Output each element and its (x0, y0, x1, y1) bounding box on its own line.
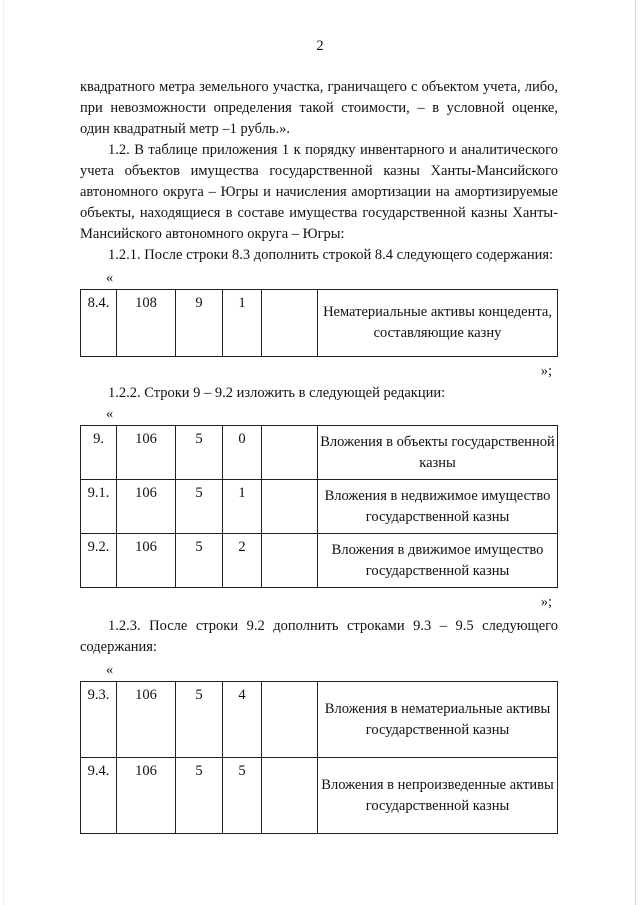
paragraph-1-2-1: 1.2.1. После строки 8.3 дополнить строкой 8.4 следующего содержания: (108, 247, 554, 263)
account-code: 106 (117, 758, 176, 834)
group-code: 9 (176, 290, 223, 357)
group-code: 5 (176, 426, 223, 480)
table-row (81, 480, 558, 534)
group-code: 5 (176, 758, 223, 834)
table-row (81, 426, 558, 480)
paragraph-continuation: квадратного метра земельного участка, граничащего с объектом учета, либо, при невозможности определения такой стоимости, – в условной оценке, один квадратный метр –1 рубль.». (80, 79, 558, 137)
row-number: 9.4. (81, 758, 117, 834)
account-code: 106 (117, 426, 176, 480)
group-code: 5 (176, 682, 223, 758)
row-number: 9.3. (81, 682, 117, 758)
account-code: 108 (117, 290, 176, 357)
item-name: Вложения в недвижимое имущество государственной казны (318, 480, 558, 534)
subgroup-code: 0 (223, 426, 262, 480)
page-number: 2 (316, 38, 324, 54)
item-name: Нематериальные активы концедента, составляющие казну (318, 290, 558, 357)
scan-edge-right (635, 0, 636, 905)
opening-quote: « (106, 662, 114, 678)
table-row (81, 534, 558, 588)
document-body (80, 77, 558, 834)
account-code: 106 (117, 682, 176, 758)
row-number: 9.1. (81, 480, 117, 534)
table-rows-9-3-9-5 (80, 681, 558, 834)
row-number: 8.4. (81, 290, 117, 357)
subgroup-code: 1 (223, 290, 262, 357)
group-code: 5 (176, 534, 223, 588)
closing-quote: »; (540, 363, 552, 379)
scan-edge-left (3, 0, 4, 905)
empty-cell (262, 290, 318, 357)
row-number: 9.2. (81, 534, 117, 588)
opening-quote: « (106, 270, 114, 286)
item-name: Вложения в нематериальные активы государственной казны (318, 682, 558, 758)
empty-cell (262, 682, 318, 758)
account-code: 106 (117, 480, 176, 534)
item-name: Вложения в объекты государственной казны (318, 426, 558, 480)
subgroup-code: 1 (223, 480, 262, 534)
item-name: Вложения в движимое имущество государственной казны (318, 534, 558, 588)
paragraph-1-2: 1.2. В таблице приложения 1 к порядку инвентарного и аналитического учета объектов имущества государственной казны Ханты-Мансийского автономного округа – Югры и начисления амортизации на амортизируемые объекты, находящиеся в составе имущества государственной казны Ханты-Мансийского автономного округа – Югры: (80, 142, 558, 242)
row-number: 9. (81, 426, 117, 480)
paragraph-1-2-2: 1.2.2. Строки 9 – 9.2 изложить в следующей редакции: (108, 385, 446, 401)
table-row-8-4 (80, 289, 558, 357)
subgroup-code: 5 (223, 758, 262, 834)
empty-cell (262, 426, 318, 480)
group-code: 5 (176, 480, 223, 534)
table-row (81, 758, 558, 834)
empty-cell (262, 758, 318, 834)
opening-quote: « (106, 406, 114, 422)
paragraph-1-2-3: 1.2.3. После строки 9.2 дополнить строками 9.3 – 9.5 следующего содержания: (80, 618, 558, 655)
item-name: Вложения в непроизведенные активы государственной казны (318, 758, 558, 834)
empty-cell (262, 480, 318, 534)
table-row (81, 290, 558, 357)
subgroup-code: 4 (223, 682, 262, 758)
closing-quote: »; (540, 594, 552, 610)
table-row (81, 682, 558, 758)
empty-cell (262, 534, 318, 588)
subgroup-code: 2 (223, 534, 262, 588)
table-rows-9-9-2 (80, 425, 558, 588)
account-code: 106 (117, 534, 176, 588)
